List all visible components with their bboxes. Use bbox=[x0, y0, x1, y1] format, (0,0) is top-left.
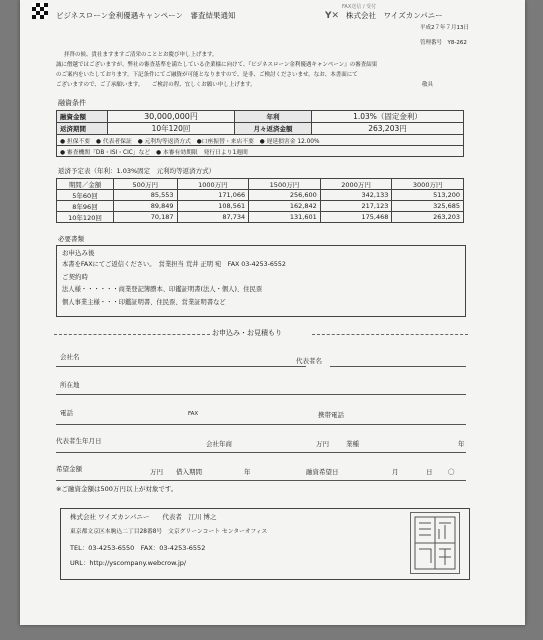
mobile-label: 携帯電話 bbox=[318, 411, 344, 419]
representative-input-line[interactable] bbox=[330, 366, 466, 367]
schedule-header-row bbox=[57, 179, 464, 190]
loan-date-label: 融資希望日 bbox=[306, 468, 339, 476]
schedule-section-title: 返済予定表（年利：1.03%固定 元利均等返済方式） bbox=[58, 167, 216, 175]
rate-label: 年利 bbox=[235, 111, 312, 123]
individual-docs: 個人事業主様・・・印鑑証明書、住民票、営業証明書など bbox=[62, 299, 226, 306]
company-logo-icon: Y✕ bbox=[325, 11, 340, 21]
intro-line-1: 拝啓の候、貴社ますますご清栄のこととお慶び申し上げます。 bbox=[64, 52, 218, 58]
schedule-cell: 162,842 bbox=[249, 201, 321, 212]
monthly-value: 263,203円 bbox=[312, 123, 464, 135]
apply-heading: お申込み後 bbox=[62, 249, 95, 257]
address-label: 所在地 bbox=[60, 381, 80, 389]
monthly-label: 月々返済金額 bbox=[235, 123, 312, 135]
footer-phone: TEL：03-4253-6550 FAX：03-4253-6552 bbox=[70, 544, 206, 552]
month-unit: 月 bbox=[392, 468, 399, 476]
decide-mark: 〇 bbox=[448, 468, 455, 476]
representative-label: 代表者名 bbox=[296, 357, 322, 365]
schedule-cell: 342,133 bbox=[320, 190, 392, 201]
schedule-cell: 171,066 bbox=[177, 190, 249, 201]
seal-graphic-icon bbox=[411, 513, 459, 573]
rate-value: 1.03%（固定金利） bbox=[312, 111, 464, 123]
company-input-line[interactable] bbox=[56, 366, 306, 367]
campaign-title: ビジネスローン金利優遇キャンペーン 審査結果通知 bbox=[56, 11, 236, 20]
footer-company: 株式会社 ワイズカンパニー 代表者 江川 博之 bbox=[70, 513, 217, 521]
birth-label: 代表者生年月日 bbox=[56, 437, 102, 445]
schedule-cell: 256,600 bbox=[249, 190, 321, 201]
schedule-cell: 89,849 bbox=[114, 201, 178, 212]
schedule-term: 5年60回 bbox=[57, 190, 114, 201]
divider-right bbox=[312, 334, 468, 335]
schedule-cell: 70,187 bbox=[114, 212, 178, 223]
schedule-amount-header: 3000万円 bbox=[392, 179, 464, 190]
schedule-cell: 175,468 bbox=[320, 212, 392, 223]
footer-url: URL：http://yscompany.webcrow.jp/ bbox=[70, 559, 187, 567]
schedule-cell: 513,200 bbox=[392, 190, 464, 201]
amount-label: 融資金額 bbox=[57, 111, 108, 123]
company-name-header: 株式会社 ワイズカンパニー bbox=[346, 11, 443, 20]
intro-line-2: 誠に僭越ではございますが、弊社の審査基準を満たしている企業様に向けて、『ビジネスローン金利優遇キャンペーン』の審査結果 bbox=[56, 62, 378, 68]
schedule-row bbox=[57, 201, 464, 212]
closing-word: 敬具 bbox=[422, 82, 434, 88]
contract-heading: ご契約時 bbox=[62, 273, 88, 281]
document-page bbox=[20, 0, 525, 625]
form-heading: お申込み・お見積もり bbox=[212, 329, 282, 337]
schedule-cell: 131,601 bbox=[249, 212, 321, 223]
apply-instruction: 本書をFAXにてご返信ください。 営業担当 荒井 正明 宛 FAX 03-4253-6552 bbox=[62, 261, 286, 268]
company-seal bbox=[410, 512, 460, 574]
schedule-cell: 108,561 bbox=[177, 201, 249, 212]
schedule-row bbox=[57, 212, 464, 223]
schedule-row bbox=[57, 190, 464, 201]
minimum-amount-note: ※ご融資金額は500万円以上が対象です。 bbox=[56, 485, 178, 493]
footer-address: 東京都文京区本駒込二丁目28番8号 文京グリーンコート センターオフィス bbox=[70, 529, 268, 535]
revenue-label: 会社年商 bbox=[206, 440, 232, 448]
tel-label: 電話 bbox=[60, 409, 73, 417]
conditions-line-2: ● 審査機関「DB・ISI・CIC」など ● 本審有効期限 発行日より1週間 bbox=[57, 146, 464, 157]
schedule-cell: 217,123 bbox=[320, 201, 392, 212]
industry-label: 業種 bbox=[346, 440, 359, 448]
company-label: 会社名 bbox=[60, 353, 80, 361]
repayment-schedule-table bbox=[56, 178, 464, 223]
top-mark: FAX送信 / 受付 bbox=[342, 4, 377, 10]
issue-date: 平成2７年７月13日 bbox=[420, 25, 469, 31]
period-value: 10年120回 bbox=[108, 123, 235, 135]
document-number: 管理番号 Y8-262 bbox=[420, 40, 467, 46]
divider-left bbox=[54, 334, 210, 335]
intro-line-4: ございますので、ご了承願います。 ご検討の程、宜しくお願い申し上げます。 bbox=[56, 82, 256, 88]
loan-period-label: 借入期間 bbox=[176, 468, 202, 476]
desired-input-line[interactable] bbox=[56, 480, 466, 481]
amount-unit: 万円 bbox=[150, 468, 163, 476]
day-unit: 日 bbox=[426, 468, 433, 476]
corporate-docs: 法人様・・・・・・商業登記簿謄本、印鑑証明書(法人・個人)、住民票 bbox=[62, 286, 263, 293]
birth-input-line[interactable] bbox=[56, 452, 466, 453]
amount-value: 30,000,000円 bbox=[108, 111, 235, 123]
schedule-cell: 263,203 bbox=[392, 212, 464, 223]
year-unit: 年 bbox=[458, 440, 465, 448]
fax-label: FAX bbox=[188, 411, 199, 417]
schedule-amount-header: 2000万円 bbox=[320, 179, 392, 190]
schedule-amount-header: 1500万円 bbox=[249, 179, 321, 190]
schedule-amount-header: 500万円 bbox=[114, 179, 178, 190]
revenue-unit: 万円 bbox=[316, 440, 329, 448]
address-input-line[interactable] bbox=[56, 394, 466, 395]
loan-terms-table bbox=[56, 110, 464, 157]
schedule-cell: 85,553 bbox=[114, 190, 178, 201]
schedule-cell: 325,685 bbox=[392, 201, 464, 212]
schedule-corner: 期間／金額 bbox=[57, 179, 114, 190]
checker-logo bbox=[32, 3, 48, 19]
docs-section-title: 必要書類 bbox=[58, 235, 84, 243]
intro-line-3: のご案内をいたしております。下記条件にてご融資が可能となりますので、是非、ご検討くださいませ。なお、本書面にて bbox=[56, 72, 358, 78]
desired-amount-label: 希望金額 bbox=[56, 465, 82, 473]
conditions-line-1: ● 担保不要 ● 代表者保証 ● 元利均等返済方式 ●口座振替・来店不要 ● 遅延損害金 12.00% bbox=[57, 135, 464, 146]
schedule-amount-header: 1000万円 bbox=[177, 179, 249, 190]
period-unit: 年 bbox=[244, 468, 251, 476]
loan-section-title: 融資条件 bbox=[58, 99, 86, 107]
schedule-term: 8年96回 bbox=[57, 201, 114, 212]
schedule-cell: 87,734 bbox=[177, 212, 249, 223]
phone-input-line[interactable] bbox=[56, 424, 466, 425]
period-label: 返済期間 bbox=[57, 123, 108, 135]
schedule-term: 10年120回 bbox=[57, 212, 114, 223]
